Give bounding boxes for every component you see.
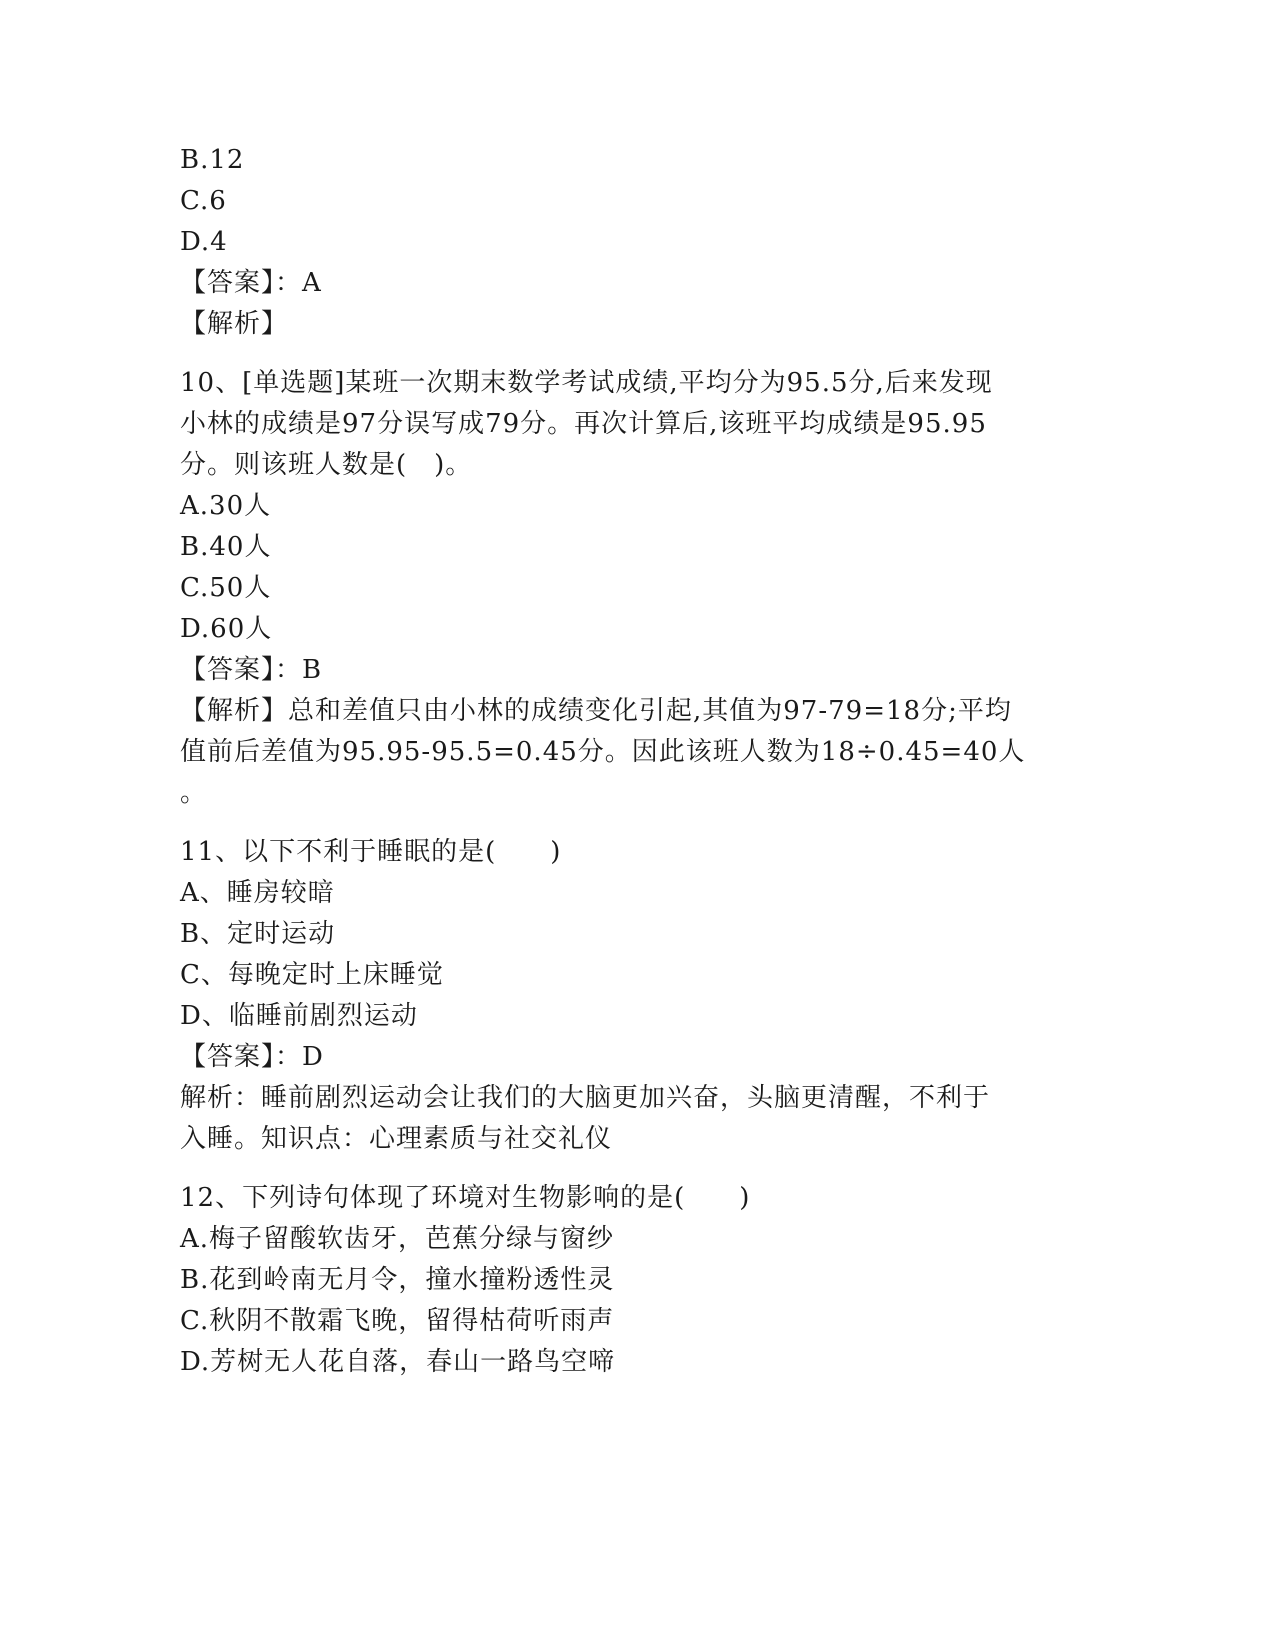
option-c: C、每晚定时上床睡觉 [180, 960, 444, 990]
option-d: D.芳树无人花自落，春山一路鸟空啼 [180, 1347, 616, 1377]
analysis-text: 入睡。知识点：心理素质与社交礼仪 [180, 1124, 613, 1154]
analysis-text: 。 [180, 778, 208, 808]
option-c: C.6 [180, 186, 227, 216]
question-stem: 12、下列诗句体现了环境对生物影响的是( ) [180, 1183, 751, 1213]
option-b: B.40人 [180, 532, 272, 562]
question-stem: 10、[单选题]某班一次期末数学考试成绩,平均分为95.5分,后来发现 [180, 368, 993, 398]
analysis-text: 值前后差值为95.95-95.5=0.45分。因此该班人数为18÷0.45=40人 [180, 737, 1026, 767]
option-a: A、睡房较暗 [180, 878, 335, 908]
document-page [180, 140, 1080, 1383]
answer-line: 【答案】：B [180, 655, 323, 685]
answer-line: 【答案】：D [180, 1042, 324, 1072]
question-stem: 11、以下不利于睡眠的是( ) [180, 837, 562, 867]
option-d: D.4 [180, 227, 228, 257]
option-b: B.花到岭南无月令，撞水撞粉透性灵 [180, 1265, 615, 1295]
option-c: C.50人 [180, 573, 272, 603]
option-d: D、临睡前剧烈运动 [180, 1001, 418, 1031]
option-a: A.30人 [180, 491, 272, 521]
option-b: B.12 [180, 145, 245, 175]
analysis-text: 【解析】总和差值只由小林的成绩变化引起,其值为97-79=18分;平均 [180, 696, 1012, 726]
analysis-label: 【解析】 [180, 309, 289, 339]
option-c: C.秋阴不散霜飞晚，留得枯荷听雨声 [180, 1306, 615, 1336]
analysis-text: 解析：睡前剧烈运动会让我们的大脑更加兴奋，头脑更清醒，不利于 [180, 1083, 991, 1113]
answer-line: 【答案】：A [180, 268, 322, 298]
option-b: B、定时运动 [180, 919, 336, 949]
option-d: D.60人 [180, 614, 273, 644]
question-stem: 小林的成绩是97分误写成79分。再次计算后,该班平均成绩是95.95 [180, 409, 987, 439]
option-a: A.梅子留酸软齿牙，芭蕉分绿与窗纱 [180, 1224, 615, 1254]
question-stem: 分。则该班人数是( )。 [180, 450, 473, 480]
